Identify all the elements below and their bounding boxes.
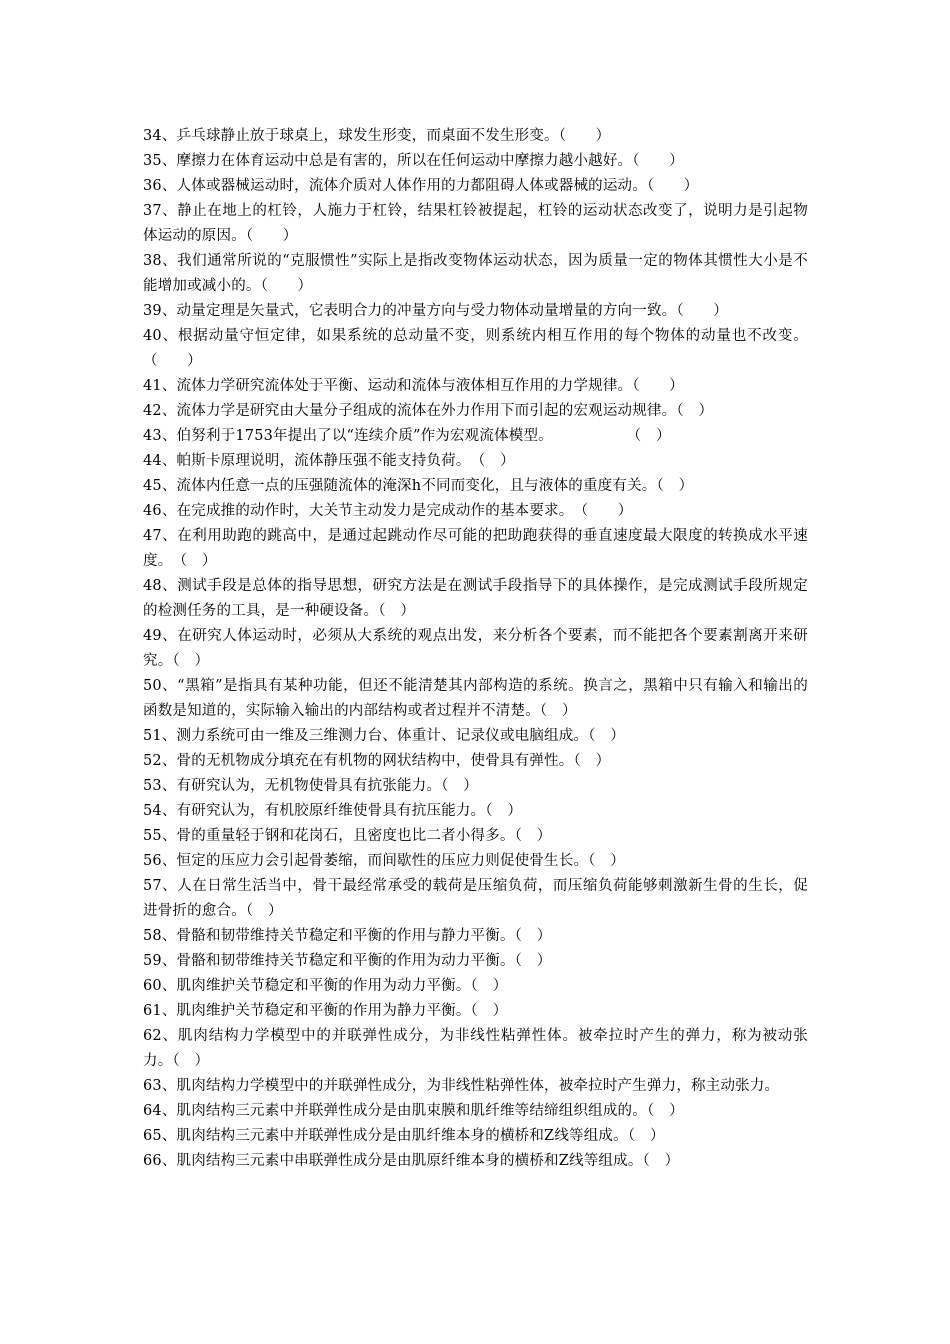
question-55: 55、骨的重量轻于钢和花岗石，且密度也比二者小得多。（ ）: [143, 828, 552, 844]
question-37: 37、静止在地上的杠铃，人施力于杠铃，结果杠铃被提起，杠铃的运动状态改变了，说明力是引起物体运动的原因。（ ）: [143, 203, 808, 244]
question-63: 63、肌肉结构力学模型中的并联弹性成分，为非线性粘弹性体，被牵拉时产生弹力，称主动张力。: [143, 1078, 780, 1094]
question-41: 41、流体力学研究流体处于平衡、运动和流体与液体相互作用的力学规律。（ ）: [143, 378, 684, 394]
question-53: 53、有研究认为，无机物使骨具有抗张能力。（ ）: [143, 778, 478, 794]
question-61: 61、肌肉维护关节稳定和平衡的作用为静力平衡。（ ）: [143, 1003, 508, 1019]
question-58: 58、骨骼和韧带维持关节稳定和平衡的作用与静力平衡。（ ）: [143, 928, 552, 944]
question-56: 56、恒定的压应力会引起骨萎缩，而间歇性的压应力则促使骨生长。（ ）: [143, 853, 625, 869]
question-57: 57、人在日常生活当中，骨干最经常承受的载荷是压缩负荷，而压缩负荷能够刺激新生骨的生长，促进骨折的愈合。（ ）: [143, 878, 808, 919]
question-38: 38、我们通常所说的“克服惯性”实际上是指改变物体运动状态，因为质量一定的物体其惯性大小是不能增加或减小的。（ ）: [143, 253, 808, 294]
question-48: 48、测试手段是总体的指导思想，研究方法是在测试手段指导下的具体操作，是完成测试手段所规定的检测任务的工具，是一种硬设备。（ ）: [143, 578, 808, 619]
question-64: 64、肌肉结构三元素中并联弹性成分是由肌束膜和肌纤维等结缔组织组成的。（ ）: [143, 1103, 684, 1119]
question-42: 42、流体力学是研究由大量分子组成的流体在外力作用下而引起的宏观运动规律。（ ）: [143, 403, 714, 419]
question-46: 46、在完成推的动作时，大关节主动发力是完成动作的基本要求。 （ ）: [143, 503, 633, 519]
question-45: 45、流体内任意一点的压强随流体的淹深h不同而变化，且与液体的重度有关。（ ）: [143, 478, 694, 494]
question-34: 34、乒乓球静止放于球桌上，球发生形变，而桌面不发生形变。（ ）: [143, 128, 611, 144]
question-52: 52、骨的无机物成分填充在有机物的网状结构中，使骨具有弹性。（ ）: [143, 753, 611, 769]
question-62: 62、肌肉结构力学模型中的并联弹性成分，为非线性粘弹性体。被牵拉时产生的弹力，称为被动张力。（ ）: [143, 1028, 808, 1069]
question-39: 39、动量定理是矢量式，它表明合力的冲量方向与受力物体动量增量的方向一致。（ ）: [143, 303, 728, 319]
question-40: 40、根据动量守恒定律，如果系统的总动量不变，则系统内相互作用的每个物体的动量也不改变。（ ）: [143, 328, 808, 369]
question-47: 47、在利用助跑的跳高中，是通过起跳动作尽可能的把助跑获得的垂直速度最大限度的转换成水平速度。 （ ）: [143, 528, 808, 569]
question-59: 59、骨骼和韧带维持关节稳定和平衡的作用为动力平衡。（ ）: [143, 953, 552, 969]
question-54: 54、有研究认为，有机胶原纤维使骨具有抗压能力。（ ）: [143, 803, 523, 819]
question-35: 35、摩擦力在体育运动中总是有害的，所以在任何运动中摩擦力越小越好。（ ）: [143, 153, 684, 169]
question-65: 65、肌肉结构三元素中并联弹性成分是由肌纤维本身的横桥和Z线等组成。（ ）: [143, 1128, 665, 1144]
question-44: 44、帕斯卡原理说明，流体静压强不能支持负荷。 （ ）: [143, 453, 515, 469]
question-49: 49、在研究人体运动时，必须从大系统的观点出发，来分析各个要素，而不能把各个要素割离开来研究。（ ）: [143, 628, 808, 669]
question-36: 36、人体或器械运动时，流体介质对人体作用的力都阻碍人体或器械的运动。（ ）: [143, 178, 699, 194]
question-60: 60、肌肉维护关节稳定和平衡的作用为动力平衡。（ ）: [143, 978, 508, 994]
question-50: 50、“黑箱”是指具有某种功能，但还不能清楚其内部构造的系统。换言之，黑箱中只有输入和输出的函数是知道的，实际输入输出的内部结构或者过程并不清楚。（ ）: [143, 678, 808, 719]
question-51: 51、测力系统可由一维及三维测力台、体重计、记录仪或电脑组成。（ ）: [143, 728, 625, 744]
question-43: 43、伯努利于1753年提出了以“连续介质”作为宏观流体模型。 （ ）: [143, 428, 671, 444]
question-66: 66、肌肉结构三元素中串联弹性成分是由肌原纤维本身的横桥和Z线等组成。（ ）: [143, 1153, 680, 1169]
question-list: [143, 124, 808, 1174]
